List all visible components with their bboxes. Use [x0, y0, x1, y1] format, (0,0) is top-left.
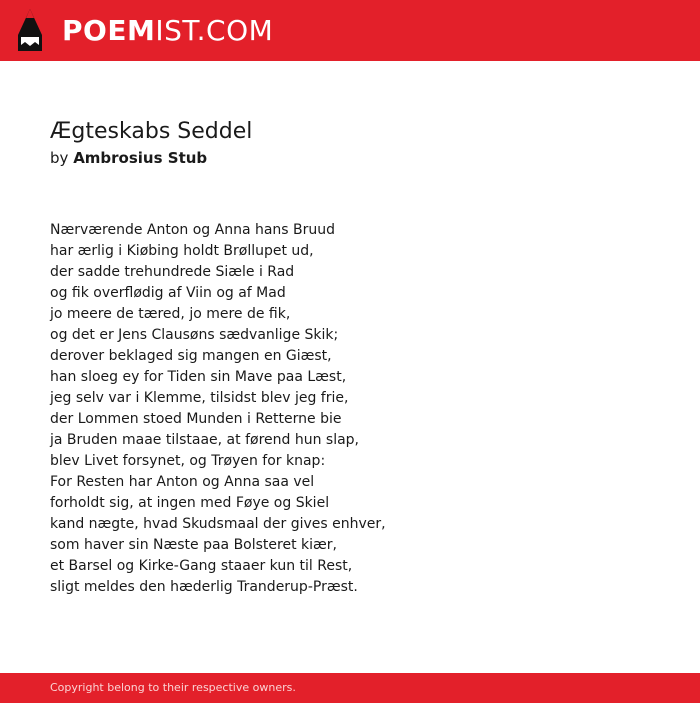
by-label: by	[50, 149, 69, 167]
poem-line: jeg selv var i Klemme, tilsidst blev jeg frie,	[50, 390, 349, 406]
poem-line: der sadde trehundrede Siæle i Rad	[50, 264, 295, 280]
poem-line: har ærlig i Kiøbing holdt Brøllupet ud,	[50, 243, 314, 259]
poem-line: ja Bruden maae tilstaae, at førend hun slap,	[50, 432, 360, 448]
pencil-tip-icon[interactable]	[18, 9, 42, 51]
poem-line: som haver sin Næste paa Bolsteret kiær,	[50, 537, 337, 553]
poem-body	[50, 220, 670, 598]
poem-line: der Lommen stoed Munden i Retterne bie	[50, 411, 342, 427]
poem-line: et Barsel og Kirke-Gang staaer kun til Rest,	[50, 558, 353, 574]
poem-line: og det er Jens Clausøns sædvanlige Skik;	[50, 327, 339, 343]
poem-title: Ægteskabs Seddel	[50, 119, 253, 144]
poem-line: Nærværende Anton og Anna hans Bruud	[50, 222, 336, 238]
poem-author: Ambrosius Stub	[73, 149, 208, 167]
poem-line: jo meere de tæred, jo mere de fik,	[50, 306, 291, 322]
poem-line: han sloeg ey for Tiden sin Mave paa Læst,	[50, 369, 347, 385]
site-logo[interactable]	[62, 12, 273, 50]
poem-line: derover beklaged sig mangen en Giæst,	[50, 348, 332, 364]
site-footer	[0, 673, 700, 703]
poem-line: forholdt sig, at ingen med Føye og Skiel	[50, 495, 330, 511]
poem-line: For Resten har Anton og Anna saa vel	[50, 474, 315, 490]
logo-light-text: IST.COM	[155, 14, 274, 47]
logo-bold-text: POEM	[62, 14, 156, 47]
site-header	[0, 0, 700, 61]
poem-byline	[50, 148, 670, 168]
copyright-notice: Copyright belong to their respective owners.	[50, 681, 296, 694]
poem-line: blev Livet forsynet, og Trøyen for knap:	[50, 453, 326, 469]
poem-line: kand nægte, hvad Skudsmaal der gives enhver,	[50, 516, 386, 532]
poem-line: sligt meldes den hæderlig Tranderup-Præst.	[50, 579, 358, 595]
poem-content	[50, 118, 670, 598]
poem-line: og fik overflødig af Viin og af Mad	[50, 285, 286, 301]
